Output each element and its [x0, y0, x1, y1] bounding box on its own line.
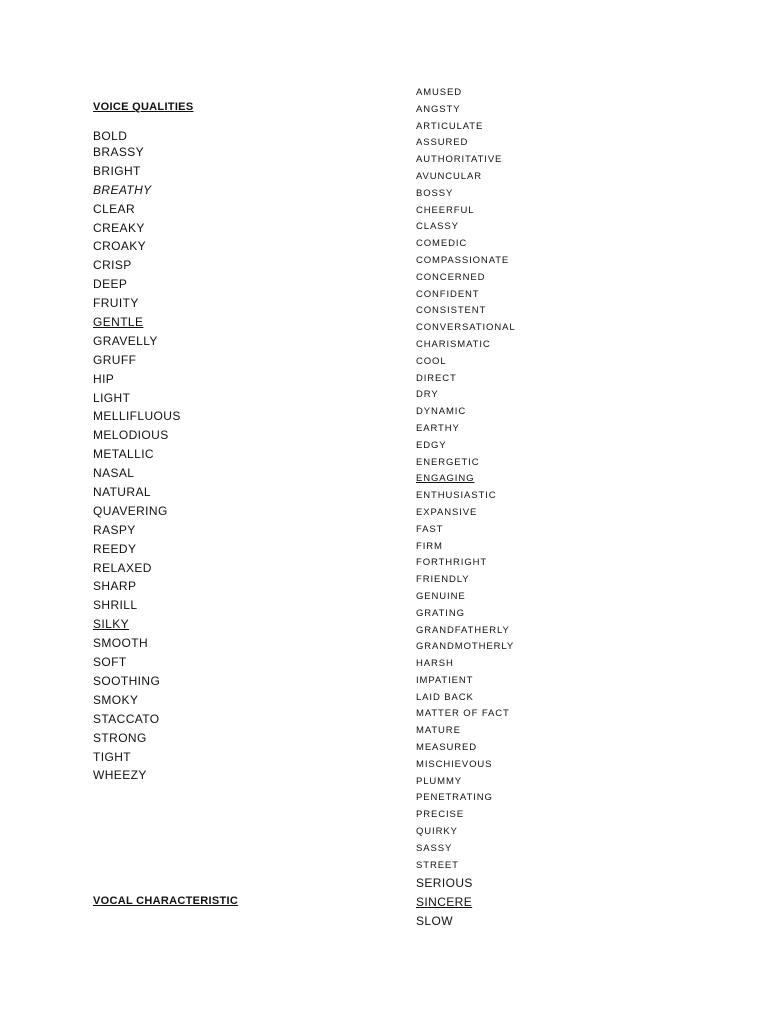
list-item: SILKY — [93, 617, 130, 632]
list-item: GENTLE — [93, 315, 144, 330]
list-item: HARSH — [416, 658, 454, 670]
list-item: BRIGHT — [93, 163, 141, 178]
list-item: GRUFF — [93, 352, 137, 367]
list-item: CONFIDENT — [416, 288, 480, 300]
list-item: GRATING — [416, 607, 465, 619]
list-item: CRISP — [93, 258, 132, 273]
list-item: MELLIFLUOUS — [93, 409, 181, 424]
list-item: GRAVELLY — [93, 333, 158, 348]
list-item: SOOTHING — [93, 673, 161, 688]
list-item: EARTHY — [416, 422, 460, 434]
list-item: FRUITY — [93, 296, 139, 311]
list-item: AVUNCULAR — [416, 170, 482, 182]
voice-qualities-heading: VOICE QUALITIES — [93, 101, 194, 113]
list-item: IMPATIENT — [416, 674, 474, 686]
list-item: QUAVERING — [93, 503, 168, 518]
list-item: BRASSY — [93, 145, 145, 159]
list-item: RASPY — [93, 522, 136, 537]
list-item: QUIRKY — [416, 826, 458, 838]
list-item: NATURAL — [93, 485, 151, 500]
list-item: SOFT — [93, 655, 127, 670]
list-item: STACCATO — [93, 711, 160, 726]
list-item: LAID BACK — [416, 691, 474, 703]
list-item: PRECISE — [416, 809, 465, 821]
list-item: EDGY — [416, 439, 447, 451]
list-item: ARTICULATE — [416, 120, 484, 132]
list-item: PENETRATING — [416, 792, 493, 804]
list-item: BOSSY — [416, 187, 454, 199]
list-item: MATURE — [416, 725, 461, 737]
list-item: SMOKY — [93, 692, 139, 707]
list-item: CONCERNED — [416, 271, 486, 283]
list-item: BOLD — [93, 129, 128, 143]
list-item: PLUMMY — [416, 775, 463, 787]
list-item: FRIENDLY — [416, 574, 470, 586]
vocal-characteristic-heading: VOCAL CHARACTERISTIC — [93, 895, 239, 907]
list-item: SLOW — [416, 914, 453, 929]
list-item: SHARP — [93, 579, 137, 594]
list-item: MATTER OF FACT — [416, 708, 510, 720]
list-item: COMEDIC — [416, 238, 468, 250]
list-item: FIRM — [416, 540, 443, 552]
list-item: REEDY — [93, 541, 137, 556]
list-item: EXPANSIVE — [416, 506, 478, 518]
list-item: MISCHIEVOUS — [416, 758, 493, 770]
list-item: WHEEZY — [93, 768, 147, 783]
list-item: CHARISMATIC — [416, 338, 491, 350]
list-item: NASAL — [93, 466, 135, 481]
list-item: AUTHORITATIVE — [416, 154, 503, 166]
list-item: METALLIC — [93, 447, 154, 462]
list-item: CROAKY — [93, 239, 147, 254]
list-item: CLASSY — [416, 221, 459, 233]
vocal-characteristics-list — [416, 85, 516, 931]
list-item: LIGHT — [93, 390, 131, 405]
list-item: ENTHUSIASTIC — [416, 490, 497, 502]
list-item: GRANDMOTHERLY — [416, 641, 515, 653]
list-item: AMUSED — [416, 87, 463, 98]
list-item: GENUINE — [416, 590, 466, 602]
list-item: ENERGETIC — [416, 456, 480, 468]
list-item: SHRILL — [93, 598, 138, 613]
list-item: ENGAGING — [416, 473, 475, 485]
list-item: CONVERSATIONAL — [416, 322, 516, 334]
list-item: COMPASSIONATE — [416, 254, 510, 266]
list-item: BREATHY — [93, 182, 152, 197]
list-item: STRONG — [93, 730, 147, 745]
list-item: MELODIOUS — [93, 428, 169, 443]
list-item: GRANDFATHERLY — [416, 624, 510, 636]
voice-qualities-list — [93, 129, 181, 785]
list-item: CONSISTENT — [416, 305, 487, 317]
list-item: SASSY — [416, 842, 453, 854]
list-item: MEASURED — [416, 742, 478, 754]
list-item: RELAXED — [93, 560, 152, 575]
list-item: DYNAMIC — [416, 406, 467, 418]
list-item: FAST — [416, 523, 444, 535]
list-item: TIGHT — [93, 749, 131, 764]
list-item: CLEAR — [93, 201, 136, 216]
list-item: SINCERE — [416, 895, 473, 910]
list-item: HIP — [93, 371, 115, 386]
list-item: CREAKY — [93, 220, 145, 235]
list-item: COOL — [416, 355, 447, 367]
list-item: SERIOUS — [416, 876, 473, 891]
list-item: DRY — [416, 389, 439, 401]
list-item: ANGSTY — [416, 103, 461, 115]
list-item: SMOOTH — [93, 636, 149, 651]
list-item: ASSURED — [416, 137, 469, 149]
list-item: STREET — [416, 859, 459, 871]
list-item: DIRECT — [416, 372, 457, 384]
list-item: DEEP — [93, 277, 128, 292]
list-item: FORTHRIGHT — [416, 557, 488, 569]
list-item: CHEERFUL — [416, 204, 475, 216]
